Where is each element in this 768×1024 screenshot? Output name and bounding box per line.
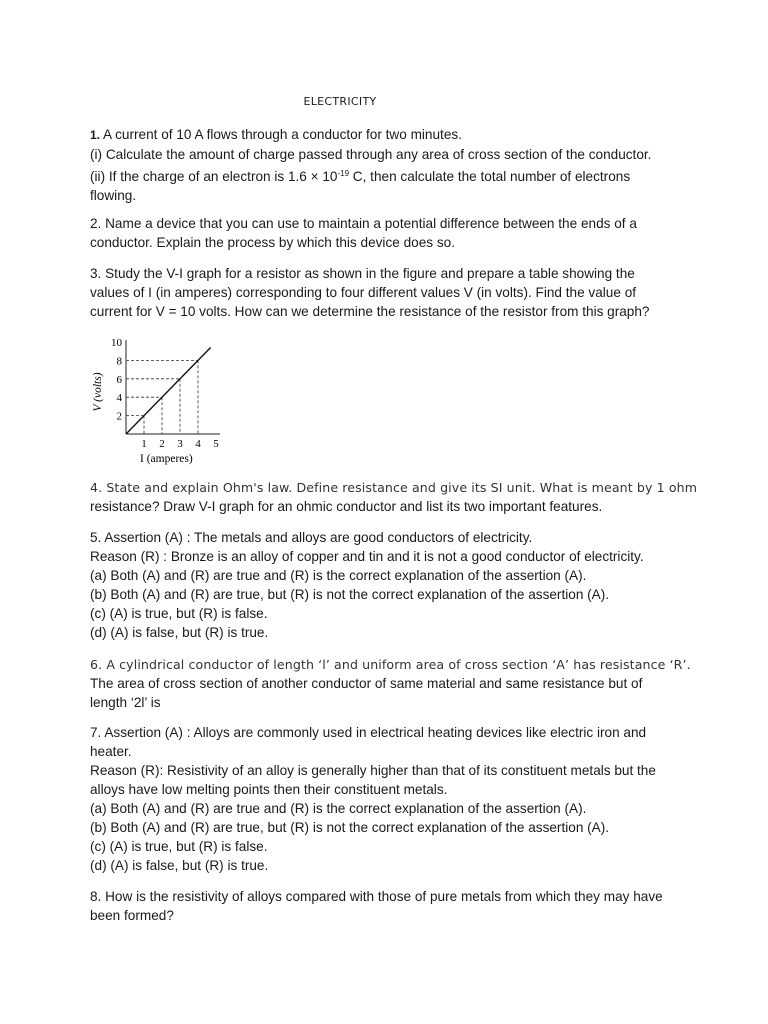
question-7-option-c: (c) (A) is true, but (R) is false. — [90, 839, 268, 854]
question-5-option-d: (d) (A) is false, but (R) is true. — [90, 625, 269, 640]
question-6-line-1: 6. A cylindrical conductor of length ‘l’ and uniform area of cross section ‘A’ has resistance ‘R’. — [90, 657, 691, 672]
y-tick-label: 6 — [116, 373, 122, 386]
question-5-option-a: (a) Both (A) and (R) are true and (R) is the correct explanation of the assertion (A). — [90, 568, 587, 583]
y-tick-label: 10 — [111, 337, 122, 349]
question-7-line-1: 7. Assertion (A) : Alloys are commonly used in electrical heating devices like electric iron and — [90, 725, 647, 740]
question-4 — [90, 478, 698, 516]
x-tick-label: 1 — [141, 438, 147, 450]
question-6-line-3: length ‘2l’ is — [90, 695, 161, 710]
question-8-line-1: 8. How is the resistivity of alloys compared with those of pure metals from which they may have — [90, 889, 663, 904]
question-6 — [90, 655, 690, 712]
question-5-line-2: Reason (R) : Bronze is an alloy of copper and tin and it is not a good conductor of electricity. — [90, 549, 644, 564]
question-4-line-2: resistance? Draw V-I graph for an ohmic conductor and list its two important features. — [90, 499, 603, 514]
question-4-line-1: 4. State and explain Ohm's law. Define resistance and give its SI unit. What is meant by 1 ohm — [90, 480, 698, 495]
question-1-line-4: flowing. — [90, 188, 137, 203]
question-7-option-b: (b) Both (A) and (R) are true, but (R) is not the correct explanation of the assertion (A). — [90, 820, 610, 835]
question-7-option-a: (a) Both (A) and (R) are true and (R) is the correct explanation of the assertion (A). — [90, 801, 587, 816]
question-3-line-1: 3. Study the V-I graph for a resistor as shown in the figure and prepare a table showing the — [90, 266, 635, 281]
exponent: -19 — [337, 169, 350, 178]
vi-graph-svg — [88, 330, 238, 470]
question-3-line-3: current for V = 10 volts. How can we determine the resistance of the resistor from this graph? — [90, 304, 650, 319]
y-tick-label: 8 — [116, 355, 122, 368]
question-2-line-2: conductor. Explain the process by which this device does so. — [90, 235, 455, 250]
question-7-line-2: heater. — [90, 744, 132, 759]
question-7-line-3: Reason (R): Resistivity of an alloy is generally higher than that of its constituent metals but the — [90, 763, 656, 778]
x-tick-label: 5 — [213, 438, 219, 450]
question-3 — [90, 264, 690, 321]
question-1-line-2: (i) Calculate the amount of charge passed through any area of cross section of the conductor. — [90, 147, 652, 162]
question-8 — [90, 887, 690, 925]
x-tick-label: 4 — [195, 438, 201, 450]
y-tick-labels — [111, 337, 123, 423]
question-2-line-1: 2. Name a device that you can use to maintain a potential difference between the ends of a — [90, 216, 637, 231]
question-6-line-2: The area of cross section of another conductor of same material and same resistance but of — [90, 676, 643, 691]
question-1-number: 1. — [90, 128, 101, 142]
y-tick-label: 2 — [116, 410, 122, 423]
vi-graph — [88, 330, 238, 470]
question-2 — [90, 214, 690, 252]
question-7 — [90, 723, 690, 875]
x-tick-label: 3 — [177, 438, 183, 450]
y-tick-label: 4 — [116, 392, 122, 405]
question-1-line-1: 1. A current of 10 A flows through a conductor for two minutes. — [90, 127, 462, 142]
y-axis-label: V (volts) — [92, 372, 104, 412]
question-5-line-1: 5. Assertion (A) : The metals and alloys are good conductors of electricity. — [90, 530, 533, 545]
page-title: ELECTRICITY — [303, 95, 377, 108]
question-8-line-2: been formed? — [90, 908, 174, 923]
question-5-option-b: (b) Both (A) and (R) are true, but (R) is not the correct explanation of the assertion (A). — [90, 587, 610, 602]
x-tick-label: 2 — [159, 438, 165, 450]
question-1 — [90, 125, 690, 205]
x-tick-labels — [141, 438, 219, 450]
question-5 — [90, 528, 690, 642]
question-5-option-c: (c) (A) is true, but (R) is false. — [90, 606, 268, 621]
question-3-line-2: values of I (in amperes) corresponding to four different values V (in volts). Find the value of — [90, 285, 637, 300]
question-7-option-d: (d) (A) is false, but (R) is true. — [90, 858, 269, 873]
question-1-line-3: (ii) If the charge of an electron is $1.6 \times 10^{-19}$ C, then calculate the total number of electrons — [90, 169, 631, 184]
x-axis-label: I (amperes) — [140, 453, 193, 465]
question-7-line-4: alloys have low melting points then their constituent metals. — [90, 782, 448, 797]
